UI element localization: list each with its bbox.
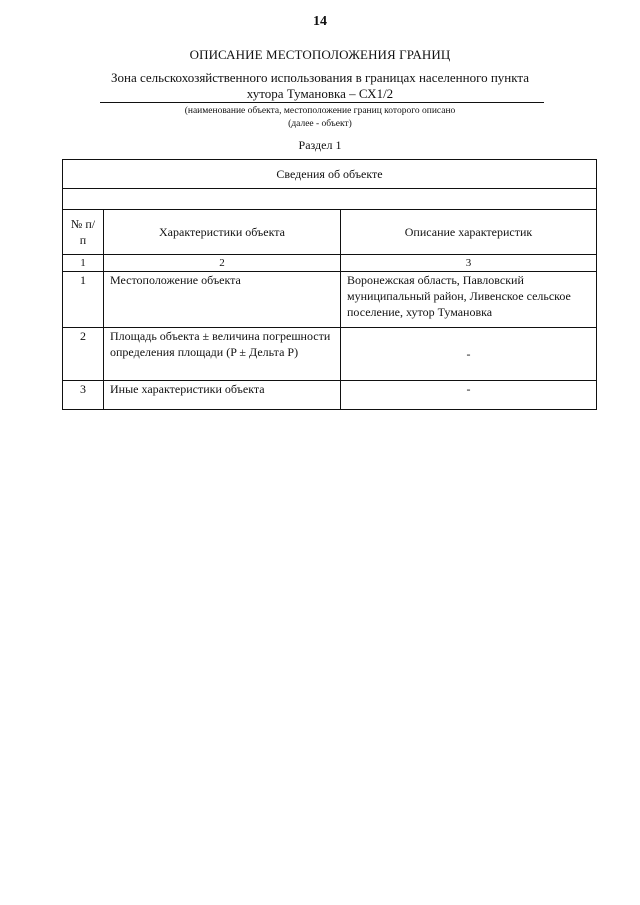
note-line-2: (далее - объект) — [288, 119, 352, 129]
row-description: - — [341, 381, 597, 410]
table-row — [63, 272, 597, 328]
note-line-1: (наименование объекта, местоположение границ которого описано — [184, 106, 456, 116]
header-description: Описание характеристик — [341, 210, 597, 255]
row-number: 2 — [63, 328, 104, 381]
underline-rule — [100, 102, 544, 103]
table-row — [63, 381, 597, 410]
column-number-1: 1 — [63, 255, 104, 272]
row-number: 1 — [63, 272, 104, 328]
table-row — [63, 328, 597, 381]
row-number: 3 — [63, 381, 104, 410]
object-name — [0, 70, 640, 102]
object-name-note — [0, 105, 640, 131]
header-number: № п/п — [63, 210, 104, 255]
object-name-line-1: Зона сельскохозяйственного использования в границах населенного пункта — [110, 70, 529, 85]
column-number-2: 2 — [104, 255, 341, 272]
row-description: - — [341, 328, 597, 381]
row-characteristic: Местоположение объекта — [104, 272, 341, 328]
column-number-row — [63, 255, 597, 272]
header-characteristic: Характеристики объекта — [104, 210, 341, 255]
page-number: 14 — [313, 14, 327, 29]
row-description: Воронежская область, Павловский муниципальный район, Ливенское сельское поселение, хутор Тумановка — [341, 272, 597, 328]
object-name-line-2: хутора Тумановка – СХ1/2 — [246, 86, 394, 101]
row-characteristic: Иные характеристики объекта — [104, 381, 341, 410]
blank-row — [63, 189, 597, 210]
document-title: ОПИСАНИЕ МЕСТОПОЛОЖЕНИЯ ГРАНИЦ — [189, 47, 451, 62]
column-number-3: 3 — [341, 255, 597, 272]
section-label: Раздел 1 — [298, 138, 342, 152]
row-characteristic: Площадь объекта ± величина погрешности определения площади (P ± Дельта P) — [104, 328, 341, 381]
table-caption: Сведения об объекте — [63, 160, 597, 189]
object-info-table — [62, 159, 597, 410]
table-header-row — [63, 210, 597, 255]
